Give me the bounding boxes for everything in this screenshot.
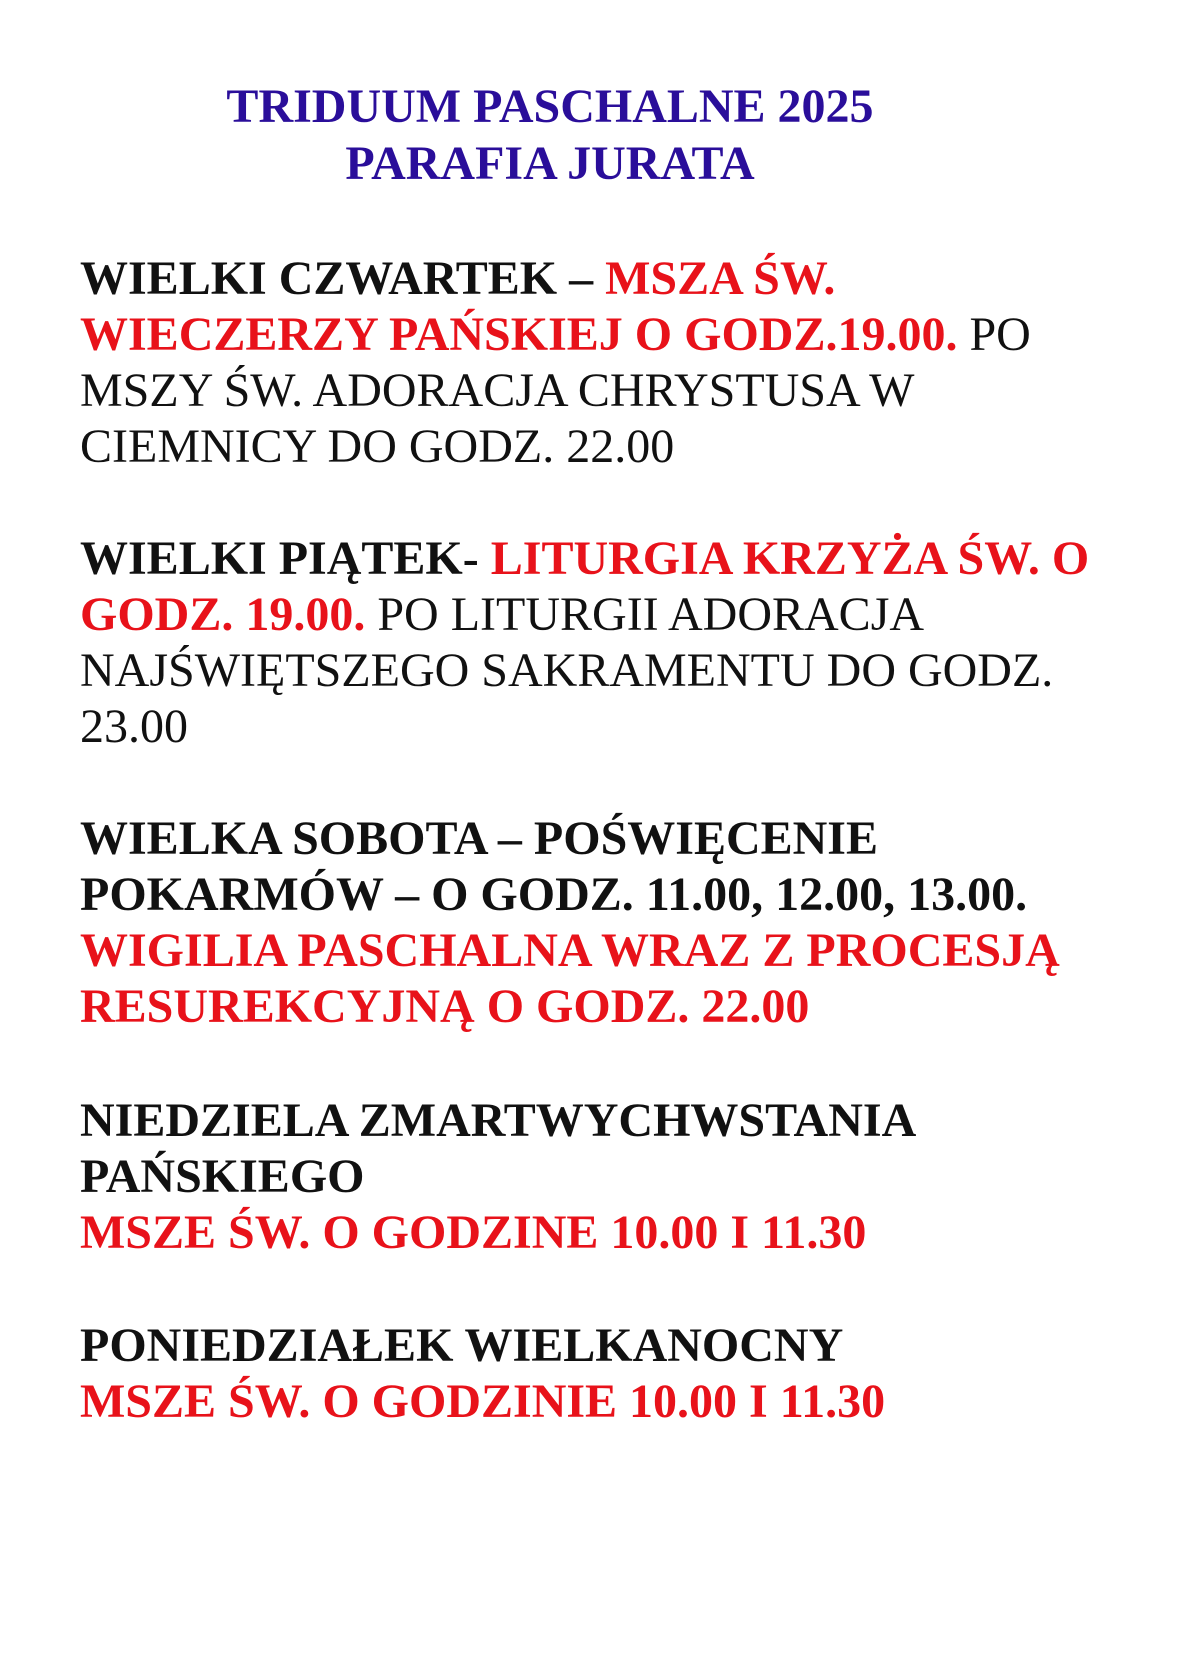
separator: – bbox=[557, 252, 606, 305]
day-label: PAŃSKIEGO bbox=[80, 1150, 365, 1203]
section-easter-sunday bbox=[80, 1093, 1120, 1261]
adoration-note: CIEMNICY DO GODZ. 22.00 bbox=[80, 420, 675, 473]
day-label: WIELKI PIĄTEK- bbox=[80, 532, 479, 585]
day-label: WIELKI CZWARTEK bbox=[80, 252, 558, 305]
section-holy-thursday bbox=[80, 251, 1120, 475]
mass-time-highlight: MSZA ŚW. bbox=[605, 252, 836, 305]
liturgy-time-highlight: LITURGIA KRZYŻA ŚW. O bbox=[478, 532, 1090, 585]
adoration-note: PO LITURGII ADORACJA bbox=[365, 588, 925, 641]
title-line-1: TRIDUUM PASCHALNE 2025 bbox=[226, 80, 874, 133]
blessing-times: POKARMÓW – O GODZ. 11.00, 12.00, 13.00. bbox=[80, 868, 1028, 921]
day-label: WIELKA SOBOTA – POŚWIĘCENIE bbox=[80, 812, 878, 865]
day-label: NIEDZIELA ZMARTWYCHWSTANIA bbox=[80, 1094, 917, 1147]
mass-times-highlight: MSZE ŚW. O GODZINE 10.00 I 11.30 bbox=[80, 1206, 867, 1259]
document-title bbox=[0, 78, 1100, 192]
liturgy-time-highlight: GODZ. 19.00. bbox=[80, 588, 366, 641]
vigil-highlight: WIGILIA PASCHALNA WRAZ Z PROCESJĄ bbox=[80, 924, 1060, 977]
day-label: PONIEDZIAŁEK WIELKANOCNY bbox=[80, 1319, 844, 1372]
adoration-note: MSZY ŚW. ADORACJA CHRYSTUSA W bbox=[80, 364, 915, 417]
adoration-note: NAJŚWIĘTSZEGO SAKRAMENTU DO GODZ. bbox=[80, 644, 1054, 697]
adoration-note: PO bbox=[957, 308, 1031, 361]
section-good-friday bbox=[80, 531, 1120, 755]
mass-times-highlight: MSZE ŚW. O GODZINIE 10.00 I 11.30 bbox=[80, 1375, 886, 1428]
title-line-2: PARAFIA JURATA bbox=[345, 137, 755, 190]
vigil-highlight: RESUREKCYJNĄ O GODZ. 22.00 bbox=[80, 980, 810, 1033]
section-easter-monday bbox=[80, 1318, 1120, 1430]
section-holy-saturday bbox=[80, 811, 1120, 1035]
adoration-note: 23.00 bbox=[80, 700, 188, 753]
mass-time-highlight: WIECZERZY PAŃSKIEJ O GODZ.19.00. bbox=[80, 308, 958, 361]
